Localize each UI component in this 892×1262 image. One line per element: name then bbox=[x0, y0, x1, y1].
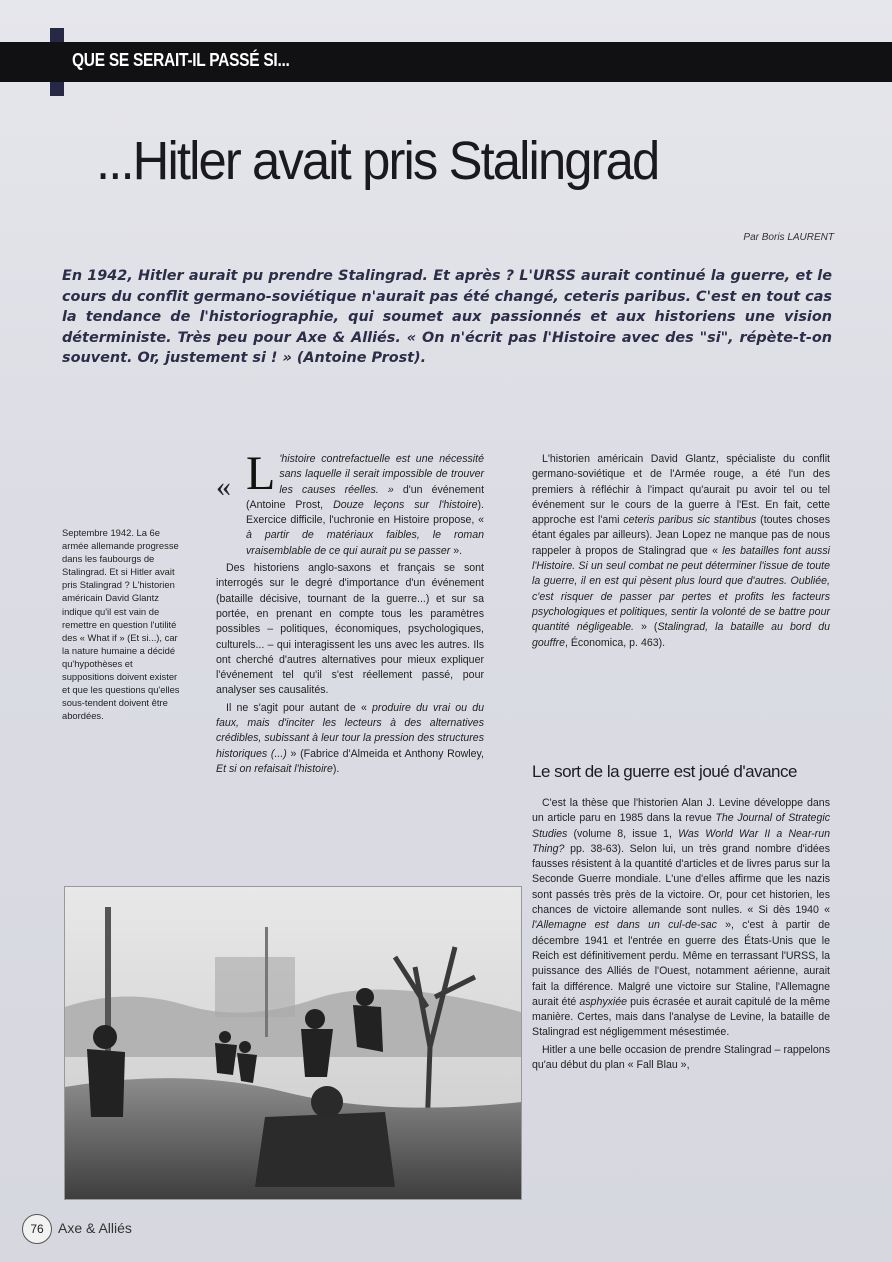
text: ». bbox=[450, 544, 463, 557]
quote: l'Allemagne est dans un cul-de-sac bbox=[532, 919, 717, 932]
text: (volume 8, issue 1, bbox=[567, 827, 679, 840]
journal-title: The Journal of Strategic Studies bbox=[532, 812, 830, 840]
paragraph bbox=[216, 447, 485, 559]
paragraph bbox=[532, 796, 830, 1041]
paragraph bbox=[216, 701, 484, 777]
text: pp. 38-63). Selon lui, un très grand nombre d'idées fausses résistent à la quantité d'articles et de livres parus sur la Seconde Guerre mondiale. L'une d'elles affirme que les nazis sont passés très près de la victoire. Or, pour cet historien, les chances de victoire allemande sont nulles. « Si dès 1940 « bbox=[532, 842, 830, 917]
latin-phrase: ceteris paribus sic stantibus bbox=[623, 514, 757, 527]
soldiers-photo-illustration bbox=[65, 887, 521, 1199]
drop-cap: L bbox=[246, 447, 276, 500]
section-subheading: Le sort de la guerre est joué d'avance bbox=[532, 762, 797, 781]
italic-text: 'histoire contrefactuelle est une nécessité sans laquelle il serait impossible de trouver les causes réelles. » bbox=[279, 453, 484, 496]
page-number: 76 bbox=[22, 1214, 52, 1244]
book-title: Stalingrad, la bataille au bord du gouffre bbox=[532, 621, 830, 649]
paragraph: Hitler a une belle occasion de prendre Stalingrad – rappelons qu'au début du plan « Fall Blau », bbox=[532, 1043, 830, 1072]
article-ref-title: Was World War II a Near-run Thing? bbox=[532, 827, 830, 855]
book-title: Douze leçons sur l'histoire bbox=[333, 498, 478, 511]
column-2 bbox=[532, 452, 830, 653]
text: ). Exercice difficile, l'uchronie en Histoire propose, « bbox=[246, 498, 484, 527]
paragraph: Des historiens anglo-saxons et français se sont interrogés sur le degré d'importance d'un événement (bataille décisive, tournant de la guerre...) et sur sa portée, en prenant en compte tous les paramètres possibles – politiques, économiques, psychologiques, culturels... – qui interagissent les uns avec les autres. Ils ont cherché d'autres alternatives pour mieux expliquer l'événement tel qu'il s'est réellement passé, pour analyser ses causalités. bbox=[216, 562, 484, 697]
text: », c'est à partir de décembre 1941 et l'entrée en guerre des États-Unis que le Reich est définitivement perdu. Même en terrassant l'URSS, la puissance des Alliés de l'Ouest, notamment aérienne, aurait fait la différence. Malgré une victoire sur Staline, l'Allemagne aurait été bbox=[532, 919, 830, 1008]
italic-text: asphyxiée bbox=[579, 995, 628, 1008]
article-title: ...Hitler avait pris Stalingrad bbox=[96, 131, 659, 191]
text: puis écrasée et aurait capitulé de la même manière. Certes, mais dans l'analyse de Levine, la bataille de Stalingrad est négligemment mésestimée. bbox=[532, 995, 830, 1039]
text: d'un événement (Antoine Prost, bbox=[246, 483, 485, 511]
article-lead: En 1942, Hitler aurait pu prendre Stalingrad. Et après ? L'URSS aurait continué la guerre, et le cours du conflit germano-soviétique n'aurait pas été changé, ceteris paribus. C'est en tout cas la tendance de l'historiographie, qui soumet aux passionnés et aux historiens une vision déterministe. Très peu pour Axe & Alliés. « On n'écrit pas l'Histoire avec des "si", répète-t-on souvent. Or, justement si ! » (Antoine Prost). bbox=[62, 268, 832, 366]
column-3 bbox=[532, 796, 830, 1075]
quote: à partir de matériaux faibles, le roman vraisemblable de ce qui aurait pu se passer bbox=[246, 529, 484, 557]
byline: Par Boris LAURENT bbox=[743, 232, 834, 243]
text: L'historien américain David Glantz, spécialiste du conflit germano-soviétique et de l'Armée rouge, a été l'un des premiers à réfléchir à l'impact qu'aurait pu avoir tel ou tel événement sur le cours de la guerre à l'Est. En fait, cette approche est l'ami bbox=[532, 453, 830, 527]
text: ). bbox=[332, 762, 340, 775]
text: » (Fabrice d'Almeida et Anthony Rowley, bbox=[286, 747, 485, 760]
quote: produire du vrai ou du faux, mais d'inciter les lecteurs à des alternatives crédibles, subissant à leur tour la pression des structures historiques (...) bbox=[216, 701, 485, 760]
text: » ( bbox=[633, 621, 658, 634]
column-1 bbox=[216, 447, 485, 779]
text: Il ne s'agit pour autant de « bbox=[226, 701, 373, 714]
book-title: Et si on refaisait l'histoire bbox=[216, 762, 333, 775]
text: (toutes choses étant égales par ailleurs). Jean Lopez ne manque pas de nous rappeler à propos de Stalingrad que « bbox=[532, 514, 830, 557]
opening-quote-mark: « bbox=[216, 470, 231, 503]
paragraph bbox=[532, 452, 830, 651]
magazine-name: Axe & Alliés bbox=[58, 1220, 132, 1236]
text: , Économica, p. 463). bbox=[564, 636, 666, 649]
text: C'est la thèse que l'historien Alan J. Levine développe dans un article paru en 1985 dans la revue bbox=[532, 797, 830, 825]
war-photo bbox=[64, 886, 522, 1200]
photo-caption: Septembre 1942. La 6e armée allemande progresse dans les faubourgs de Stalingrad. Et si Hitler avait pris Stalingrad ? L'historien américain David Glantz indique qu'il est vain de remettre en question l'utilité des « What if » (Et si...), car la nature humaine a décidé qu'hypothèses et suppositions doivent exister et que les questions qu'elles sous-tendent doivent être abordées. bbox=[62, 527, 180, 722]
section-label: QUE SE SERAIT-IL PASSÉ SI... bbox=[72, 50, 290, 70]
quote: les batailles font aussi l'Histoire. Si un seul combat ne peut déterminer l'issue de toute la guerre, il en est qui pèsent plus lourd que d'autres. Oubliée, c'est risquer de passer par pertes et profits les facteurs psychologiques et politiques, sentir la volonté de se battre pour quantité négligeable. bbox=[532, 544, 830, 634]
